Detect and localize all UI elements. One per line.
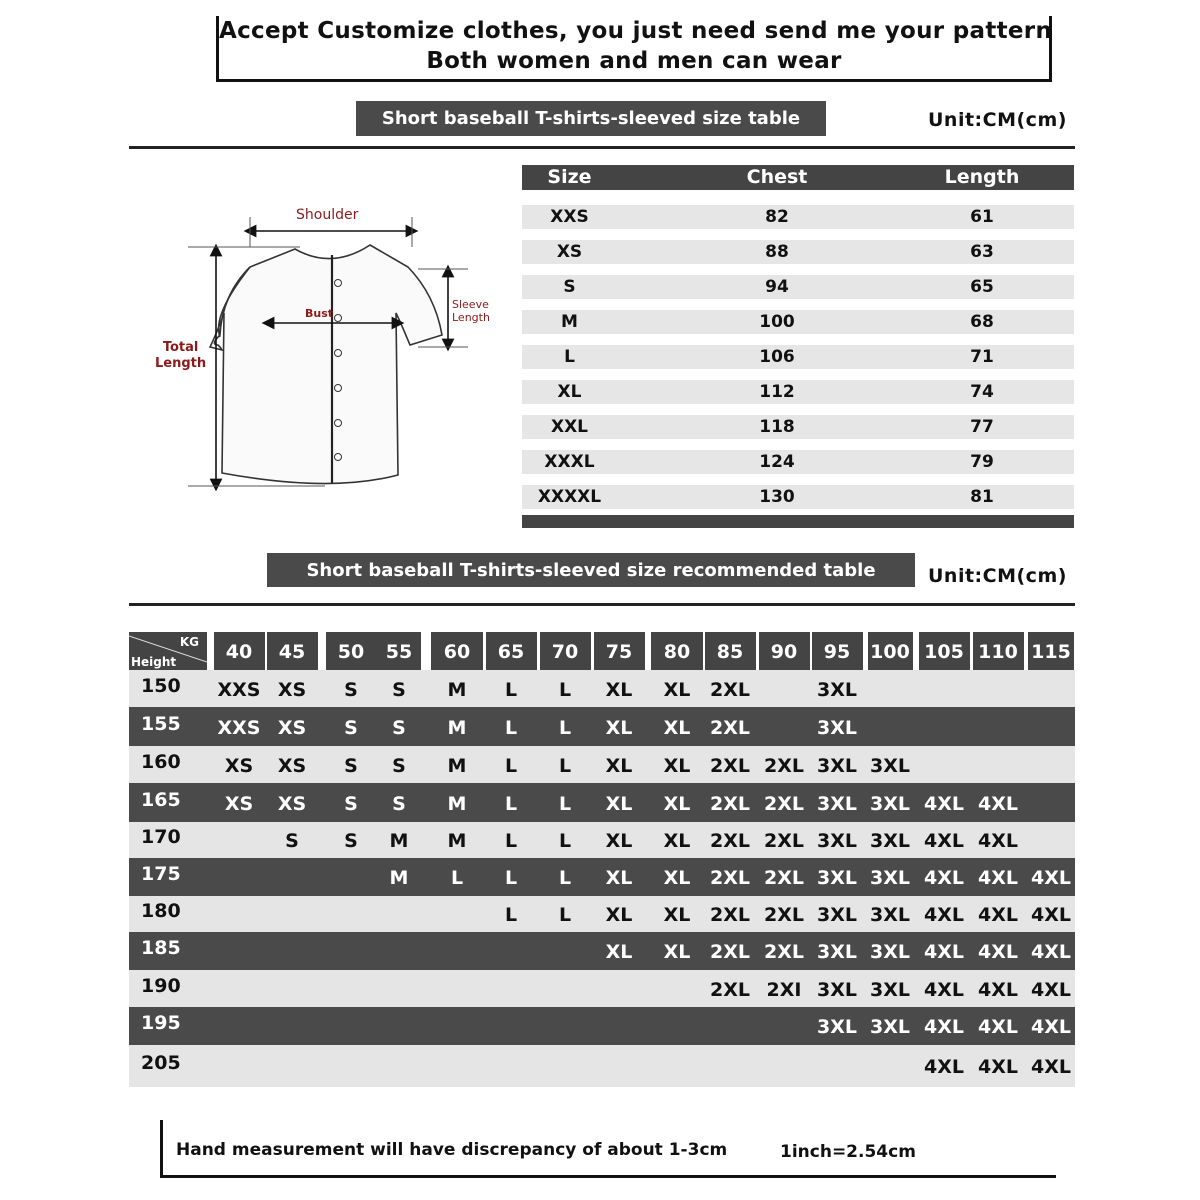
size-recommendation-cell: XL [605, 717, 633, 739]
size-recommendation-cell: 2XL [710, 717, 750, 739]
size-recommendation-cell: S [392, 793, 406, 815]
size-recommendation-cell: 4XL [978, 793, 1018, 815]
size-recommendation-cell: 2XL [710, 830, 750, 852]
size-recommendation-cell: XL [605, 867, 633, 889]
column-header-length: Length [944, 166, 1020, 188]
size-recommendation-cell: 2XL [710, 867, 750, 889]
size-table-unit: Unit:CM(cm) [928, 109, 1067, 131]
size-recommendation-cell: L [504, 830, 518, 852]
height-cell: 165 [141, 789, 181, 811]
size-recommendation-cell: XS [224, 793, 254, 815]
size-recommendation-cell: 2XL [710, 755, 750, 777]
size-recommendation-cell: M [447, 679, 467, 701]
size-recommendation-cell: XL [663, 793, 691, 815]
weight-column-header: 60 [431, 632, 483, 670]
size-recommendation-cell: XL [605, 793, 633, 815]
size-recommendation-cell: 3XL [817, 717, 857, 739]
size-recommendation-cell: L [558, 904, 572, 926]
size-recommendation-cell: L [558, 793, 572, 815]
size-recommendation-cell: L [504, 717, 518, 739]
size-recommendation-cell: L [450, 867, 464, 889]
weight-column-header: 45 [267, 632, 318, 670]
weight-column-header: 65 [486, 632, 537, 670]
table-row [129, 783, 1075, 822]
size-recommendation-cell: XS [277, 793, 307, 815]
size-recommendation-cell: XL [663, 755, 691, 777]
header-line-customize: Accept Customize clothes, you just need send me your pattern [219, 18, 1053, 44]
size-recommendation-cell: 3XL [870, 830, 910, 852]
weight-column-header: 75 [594, 632, 645, 670]
size-recommendation-cell: 3XL [870, 793, 910, 815]
size-recommendation-cell: XL [663, 904, 691, 926]
table-row: XXS 82 61 [522, 205, 1074, 229]
size-recommendation-cell: L [558, 867, 572, 889]
size-recommendation-cell: L [504, 904, 518, 926]
size-recommendation-cell: 2XL [710, 793, 750, 815]
sleeve-length-label: Sleeve Length [452, 298, 490, 324]
height-cell: 155 [141, 713, 181, 735]
size-recommendation-cell: 4XL [978, 941, 1018, 963]
size-recommendation-cell: 3XL [870, 904, 910, 926]
table-row: M 100 68 [522, 310, 1074, 334]
height-cell: 175 [141, 863, 181, 885]
weight-column-header: 55 [377, 632, 421, 670]
table-row: XXL 118 77 [522, 415, 1074, 439]
button-5 [335, 420, 342, 427]
weight-column-header: 85 [705, 632, 756, 670]
button-4 [335, 385, 342, 392]
table-row: XXXXL 130 81 [522, 485, 1074, 509]
divider [129, 146, 1075, 149]
size-recommendation-cell: 4XL [978, 979, 1018, 1001]
size-recommendation-cell: S [392, 679, 406, 701]
size-recommendation-cell: 2XI [766, 979, 802, 1001]
size-recommendation-cell: 2XL [710, 904, 750, 926]
height-cell: 205 [141, 1052, 181, 1074]
table-row [129, 822, 1075, 858]
size-recommendation-cell: 4XL [1031, 941, 1071, 963]
weight-column-header: 90 [759, 632, 810, 670]
size-recommendation-cell: L [558, 755, 572, 777]
size-recommendation-cell: XL [663, 717, 691, 739]
size-recommendation-cell: 4XL [1031, 1056, 1071, 1078]
size-recommendation-cell: XL [605, 755, 633, 777]
footer-conversion: 1inch=2.54cm [780, 1142, 916, 1162]
size-recommendation-cell: S [392, 755, 406, 777]
size-recommendation-cell: 3XL [817, 793, 857, 815]
column-header-chest: Chest [746, 166, 808, 188]
weight-column-header: 80 [651, 632, 703, 670]
size-recommendation-cell: XS [277, 717, 307, 739]
recommend-table-title: Short baseball T-shirts-sleeved size recommended table [267, 553, 915, 587]
tshirt-outline [210, 245, 442, 484]
size-recommendation-cell: 2XL [710, 941, 750, 963]
weight-column-header: 40 [214, 632, 265, 670]
header-line-unisex: Both women and men can wear [426, 48, 842, 74]
total-length-label: Total Length [155, 340, 207, 371]
weight-column-header: 100 [868, 632, 913, 670]
size-recommendation-cell: XL [663, 679, 691, 701]
size-recommendation-cell: L [504, 679, 518, 701]
size-recommendation-cell: 2XL [764, 904, 804, 926]
weight-column-header: 50 [326, 632, 377, 670]
footer-note: Hand measurement will have discrepancy of about 1-3cm [176, 1140, 728, 1160]
size-recommendation-cell: XXS [217, 717, 261, 739]
table-row [129, 1007, 1075, 1045]
button-1 [335, 280, 342, 287]
recommend-table-unit: Unit:CM(cm) [928, 565, 1067, 587]
size-recommendation-cell: 4XL [978, 867, 1018, 889]
table-row [129, 970, 1075, 1007]
table-row: S 94 65 [522, 275, 1074, 299]
size-recommendation-cell: XS [224, 755, 254, 777]
table-row: XS 88 63 [522, 240, 1074, 264]
size-table-title: Short baseball T-shirts-sleeved size table [356, 101, 826, 136]
size-recommendation-cell: 4XL [978, 1056, 1018, 1078]
size-recommendation-cell: 4XL [924, 979, 964, 1001]
size-recommendation-cell: 3XL [817, 941, 857, 963]
size-recommendation-cell: 4XL [1031, 904, 1071, 926]
size-recommendation-cell: 3XL [817, 830, 857, 852]
corner-header [129, 632, 207, 670]
size-recommendation-cell: L [504, 793, 518, 815]
corner-height-label: Height [131, 655, 177, 669]
table-row: XL 112 74 [522, 380, 1074, 404]
corner-kg-label: KG [179, 635, 199, 649]
size-recommendation-cell: L [558, 679, 572, 701]
height-cell: 180 [141, 900, 181, 922]
size-recommendation-cell: L [504, 867, 518, 889]
size-recommendation-cell: M [447, 793, 467, 815]
size-recommendation-cell: 4XL [978, 1016, 1018, 1038]
table-row [129, 932, 1075, 970]
size-recommendation-cell: 3XL [870, 1016, 910, 1038]
weight-column-header: 95 [812, 632, 863, 670]
size-recommendation-cell: S [344, 793, 358, 815]
size-recommendation-cell: S [344, 679, 358, 701]
size-recommendation-cell: S [392, 717, 406, 739]
button-2 [335, 315, 342, 322]
header-banner [216, 16, 1052, 82]
size-recommendation-cell: XL [605, 941, 633, 963]
size-recommendation-cell: 2XL [764, 867, 804, 889]
size-recommendation-cell: XL [605, 904, 633, 926]
size-recommendation-cell: L [558, 717, 572, 739]
weight-column-header: 115 [1028, 632, 1074, 670]
size-table-footer-bar [522, 515, 1074, 528]
size-recommendation-cell: 4XL [1031, 979, 1071, 1001]
height-cell: 185 [141, 937, 181, 959]
size-table-header [522, 165, 1074, 190]
size-recommendation-cell: 2XL [764, 830, 804, 852]
size-recommendation-cell: 4XL [924, 867, 964, 889]
size-recommendation-cell: XXS [217, 679, 261, 701]
size-recommendation-cell: XL [605, 679, 633, 701]
size-recommendation-cell: S [344, 717, 358, 739]
bust-label: Bust [305, 307, 334, 320]
table-row [129, 746, 1075, 783]
table-row: L 106 71 [522, 345, 1074, 369]
divider [129, 603, 1075, 606]
size-recommendation-cell: 2XL [764, 941, 804, 963]
size-recommendation-cell: XL [605, 830, 633, 852]
height-cell: 190 [141, 975, 181, 997]
size-recommendation-cell: S [344, 755, 358, 777]
size-recommendation-cell: 4XL [1031, 867, 1071, 889]
size-recommendation-cell: S [285, 830, 299, 852]
table-row [129, 896, 1075, 932]
size-recommendation-cell: 3XL [870, 867, 910, 889]
size-recommendation-cell: 2XL [764, 793, 804, 815]
size-recommendation-cell: S [344, 830, 358, 852]
size-recommendation-cell: M [389, 867, 409, 889]
table-row [129, 858, 1075, 896]
size-recommendation-cell: 4XL [1031, 1016, 1071, 1038]
size-recommendation-cell: 4XL [924, 1056, 964, 1078]
height-cell: 160 [141, 751, 181, 773]
button-6 [335, 454, 342, 461]
size-recommendation-cell: XL [663, 941, 691, 963]
size-recommendation-cell: XS [277, 679, 307, 701]
column-header-size: Size [547, 166, 592, 188]
size-recommendation-cell: 3XL [817, 867, 857, 889]
size-recommendation-cell: 4XL [924, 904, 964, 926]
size-recommendation-cell: XS [277, 755, 307, 777]
size-recommendation-cell: 3XL [817, 904, 857, 926]
weight-column-header: 70 [540, 632, 591, 670]
size-recommendation-cell: M [447, 830, 467, 852]
size-recommendation-cell: M [447, 717, 467, 739]
size-recommendation-cell: 3XL [870, 979, 910, 1001]
shoulder-label: Shoulder [296, 207, 359, 223]
size-recommendation-cell: 3XL [870, 755, 910, 777]
size-recommendation-cell: 4XL [924, 830, 964, 852]
size-recommendation-cell: 4XL [978, 904, 1018, 926]
size-recommendation-cell: 3XL [817, 1016, 857, 1038]
size-recommendation-cell: 4XL [978, 830, 1018, 852]
table-row: XXXL 124 79 [522, 450, 1074, 474]
table-row [129, 1045, 1075, 1087]
size-recommendation-cell: 3XL [817, 679, 857, 701]
size-recommendation-cell: M [389, 830, 409, 852]
height-cell: 170 [141, 826, 181, 848]
weight-column-header: 110 [973, 632, 1024, 670]
button-3 [335, 350, 342, 357]
size-recommendation-cell: 4XL [924, 793, 964, 815]
size-recommendation-cell: L [558, 830, 572, 852]
size-recommendation-cell: 2XL [710, 679, 750, 701]
size-recommendation-cell: XL [663, 867, 691, 889]
size-recommendation-cell: 3XL [817, 979, 857, 1001]
table-row [129, 707, 1075, 746]
size-recommendation-cell: M [447, 755, 467, 777]
size-recommendation-cell: 3XL [870, 941, 910, 963]
size-recommendation-cell: 2XL [710, 979, 750, 1001]
height-cell: 150 [141, 675, 181, 697]
height-cell: 195 [141, 1012, 181, 1034]
size-recommendation-cell: L [504, 755, 518, 777]
weight-column-header: 105 [919, 632, 970, 670]
size-recommendation-cell: XL [663, 830, 691, 852]
size-recommendation-cell: 4XL [924, 1016, 964, 1038]
size-recommendation-cell: 3XL [817, 755, 857, 777]
table-row [129, 670, 1075, 707]
size-recommendation-cell: 2XL [764, 755, 804, 777]
size-recommendation-cell: 4XL [924, 941, 964, 963]
